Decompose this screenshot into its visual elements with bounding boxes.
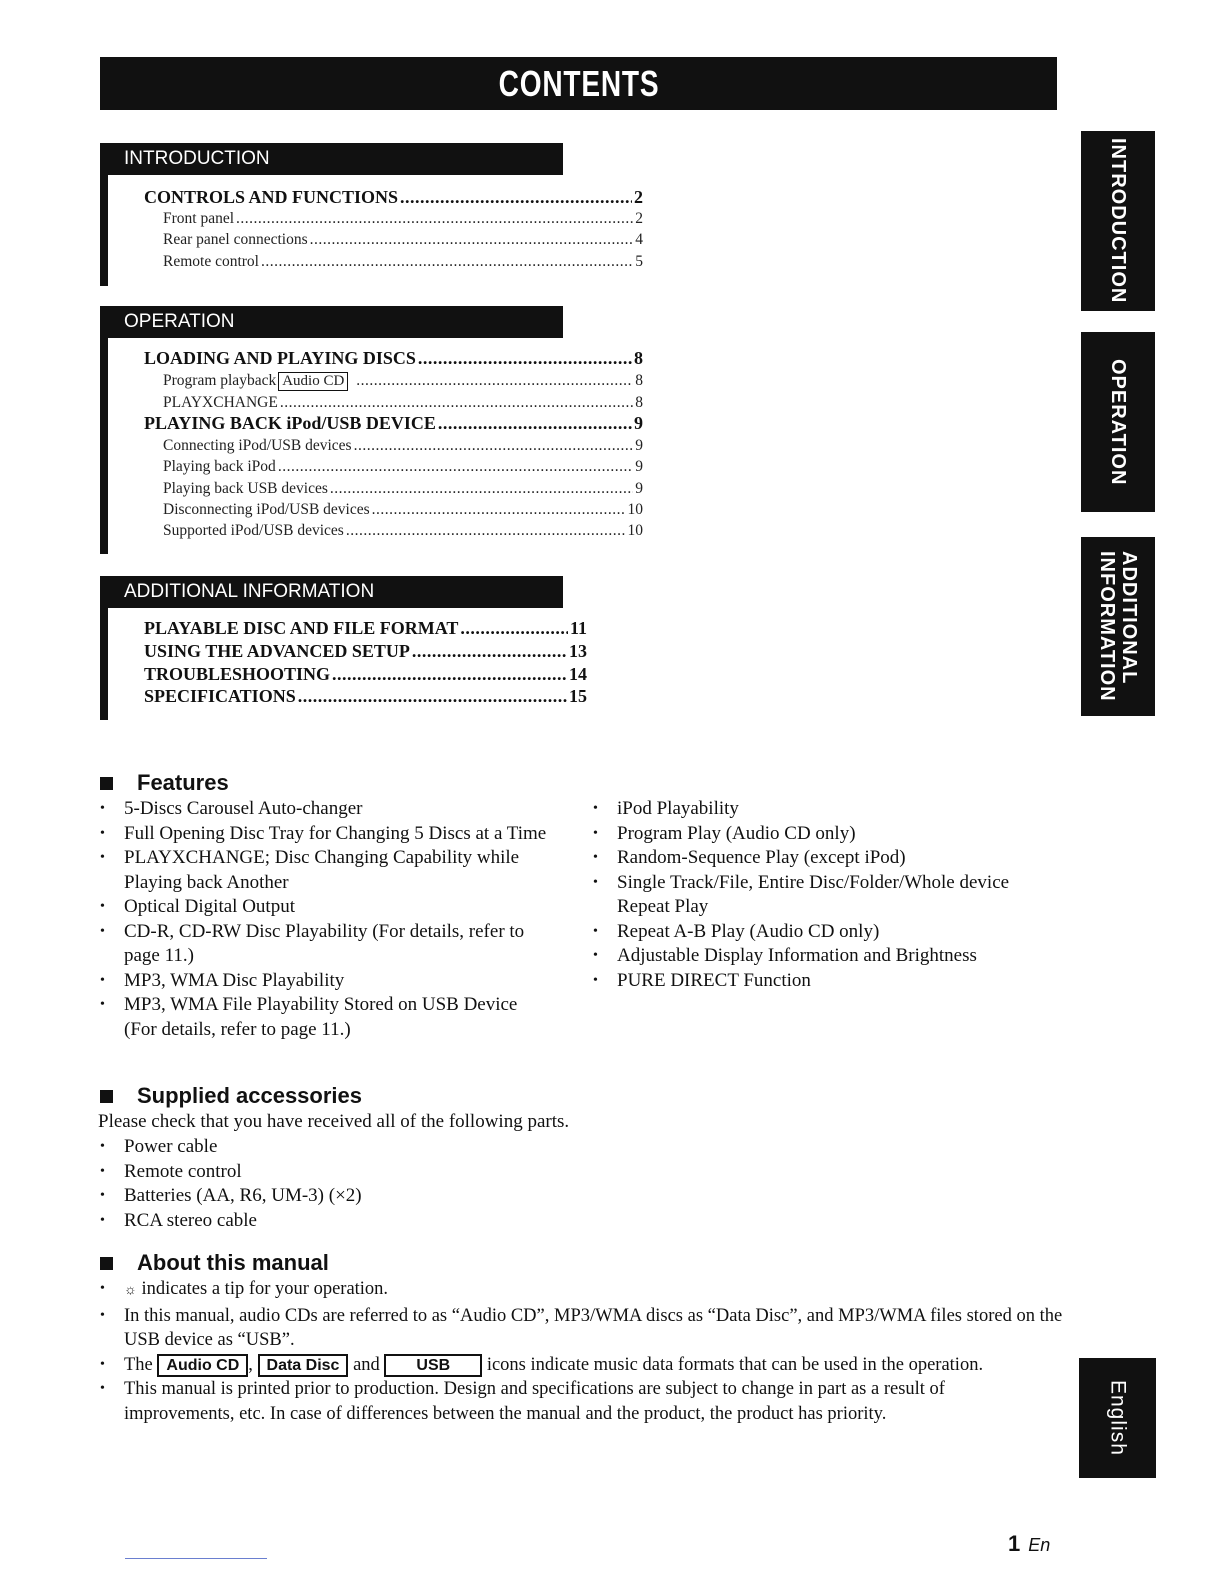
toc-entry-page: 10 [627,522,643,539]
side-tab-label: INTRODUCTION [1107,138,1129,304]
toc-subentry[interactable] [163,210,643,228]
leader-dots [372,501,626,519]
section-header: ADDITIONAL INFORMATION [100,576,563,608]
toc-entry-page: 13 [569,641,587,661]
audio-cd-icon: Audio CD [157,1354,248,1377]
leader-dots [438,413,632,434]
toc-subentry[interactable] [163,458,643,476]
toc-entry-label: USING THE ADVANCED SETUP [144,641,410,661]
list-item: • MP3, WMA Disc Playability [100,969,550,994]
toc-entry-label: TROUBLESHOOTING [144,664,331,684]
tip-text: indicates a tip for your operation. [136,1279,389,1299]
leader-dots [310,231,634,249]
leader-dots [298,686,567,707]
toc-entry-label: PLAYXCHANGE [163,394,278,411]
toc-entry-page: 8 [635,394,643,411]
leader-dots [278,458,633,476]
toc-entry-page: 4 [635,231,643,248]
toc-entry-label: PLAYING BACK iPod/USB DEVICE [144,413,436,433]
list-item: • Program Play (Audio CD only) [593,822,1043,847]
list-item: • Random-Sequence Play (except iPod) [593,846,1043,871]
list-item: • Adjustable Display Information and Brightness [593,944,1043,969]
toc-subentry[interactable] [163,231,643,249]
list-item: • PLAYXCHANGE; Disc Changing Capability while Playing back Another [100,846,550,895]
leader-dots [412,641,567,662]
toc-subentry[interactable] [163,253,643,271]
footer-rule [125,1558,267,1559]
toc-entry-label: SPECIFICATIONS [144,686,296,706]
features-heading [100,770,229,796]
contents-banner [100,57,1057,110]
toc-section-introduction [100,143,643,286]
leader-dots [400,187,632,208]
tip-icon: ☼ [124,1283,137,1298]
toc-entry-label: Supported iPod/USB devices [163,522,344,539]
toc-entry[interactable] [144,618,587,639]
list-item: • Power cable [100,1135,600,1160]
list-item: • 5-Discs Carousel Auto-changer [100,797,550,822]
side-tab-label: English [1106,1380,1130,1456]
page-number [1008,1531,1050,1557]
toc-entry-label: Connecting iPod/USB devices [163,437,352,454]
leader-dots [261,253,633,271]
list-item-tip [100,1277,1065,1304]
list-item: • Batteries (AA, R6, UM-3) (×2) [100,1184,600,1209]
toc-entry-label: Program playback [163,372,277,389]
side-tab-line-1: ADDITIONAL [1118,551,1140,685]
toc-subentry[interactable] [163,501,643,519]
heading-text: Supplied accessories [137,1083,362,1108]
heading-text: About this manual [137,1250,329,1275]
toc-entry-label: Front panel [163,210,235,227]
section-header: OPERATION [100,306,563,338]
side-tab-line-2: INFORMATION [1096,551,1118,702]
heading-text: Features [137,770,229,795]
list-item: • CD-R, CD-RW Disc Playability (For details, refer to page 11.) [100,920,550,969]
toc-section-additional [100,576,587,720]
leader-dots [346,522,626,540]
accessories-list [100,1135,600,1233]
leader-dots [460,618,568,639]
toc-entry-page: 9 [635,458,643,475]
toc-entry-label: Playing back USB devices [163,480,328,497]
leader-dots [354,437,634,455]
language-code: En [1028,1535,1051,1555]
list-item: • Single Track/File, Entire Disc/Folder/Whole device Repeat Play [593,871,1043,920]
toc-subentry[interactable] [163,394,643,412]
list-item: • PURE DIRECT Function [593,969,1043,994]
toc-entry-label: Disconnecting iPod/USB devices [163,501,370,518]
toc-entry-page: 9 [635,437,643,454]
side-tab-operation[interactable] [1081,332,1155,512]
side-tab-label [1096,551,1140,702]
square-bullet-icon [100,1257,113,1270]
toc-entry-page: 8 [634,348,643,368]
leader-dots [356,372,633,390]
square-bullet-icon [100,1090,113,1103]
toc-entry-page: 5 [635,253,643,270]
audio-cd-badge: Audio CD [278,372,348,391]
page-number-value: 1 [1008,1531,1021,1556]
accessories-intro: Please check that you have received all of the following parts. [98,1111,570,1132]
toc-entry-page: 9 [634,413,643,433]
toc-entry-page: 10 [627,501,643,518]
leader-dots [280,394,633,412]
toc-entry[interactable] [144,641,587,662]
toc-entry[interactable] [144,664,587,685]
list-item: • Remote control [100,1160,600,1185]
toc-entry-label: Remote control [163,253,259,270]
square-bullet-icon [100,777,113,790]
toc-entry-label: CONTROLS AND FUNCTIONS [144,187,399,207]
list-item: • MP3, WMA File Playability Stored on USB Device (For details, refer to page 11.) [100,993,550,1042]
list-item: • Repeat A-B Play (Audio CD only) [593,920,1043,945]
leader-dots [418,348,632,369]
toc-entry-label: PLAYABLE DISC AND FILE FORMAT [144,618,459,638]
data-disc-icon: Data Disc [258,1354,349,1377]
side-tab-introduction[interactable] [1081,131,1155,311]
text-fragment: and [348,1354,385,1375]
toc-entry[interactable] [144,413,643,434]
toc-subentry[interactable] [163,437,643,455]
leader-dots [236,210,633,228]
list-item: • Optical Digital Output [100,895,550,920]
toc-subentry[interactable] [163,372,643,391]
list-item: • RCA stereo cable [100,1209,600,1234]
text-fragment: icons indicate music data formats that can be used in the operation. [482,1354,984,1375]
section-bar [100,306,108,554]
side-tab-english[interactable] [1079,1358,1156,1478]
toc-entry[interactable] [144,187,643,208]
usb-icon: USB [384,1354,482,1377]
leader-dots [332,664,567,685]
toc-entry-page: 11 [569,618,587,638]
toc-entry-label: Playing back iPod [163,458,276,475]
text-fragment: , [248,1354,258,1375]
text-fragment: The [124,1354,158,1375]
features-list-left [100,797,550,1042]
toc-section-operation [100,306,643,554]
toc-entry-page: 2 [635,210,643,227]
toc-entry[interactable] [144,348,643,369]
toc-entry-page: 15 [569,686,587,706]
toc-subentry[interactable] [163,522,643,540]
list-item: • In this manual, audio CDs are referred to as “Audio CD”, MP3/WMA discs as “Data Disc”, and MP3/WMA files stored on the USB device as “USB”. [100,1304,1065,1353]
manual-heading [100,1250,329,1276]
toc-entry-label: LOADING AND PLAYING DISCS [144,348,416,368]
side-tab-additional-information[interactable] [1081,537,1155,716]
toc-entry-label: Rear panel connections [163,231,308,248]
section-header: INTRODUCTION [100,143,563,175]
list-item: • This manual is printed prior to production. Design and specifications are subject to change in part as a result of improvements, etc. In case of differences between the manual and the product, the product has priority. [100,1377,1030,1426]
accessories-heading [100,1083,362,1109]
toc-entry-page: 2 [634,187,643,207]
features-list-right [593,797,1043,993]
side-tab-label: OPERATION [1107,358,1129,486]
list-item: • iPod Playability [593,797,1043,822]
toc-entry-page: 8 [635,372,643,389]
contents-title: CONTENTS [498,63,659,104]
toc-entry[interactable] [144,686,587,707]
toc-entry-page: 14 [569,664,587,684]
leader-dots [330,480,633,498]
manual-list [100,1277,1065,1426]
toc-subentry[interactable] [163,480,643,498]
toc-entry-page: 9 [635,480,643,497]
list-item: • Full Opening Disc Tray for Changing 5 Discs at a Time [100,822,550,847]
list-item-icons [100,1353,1065,1378]
